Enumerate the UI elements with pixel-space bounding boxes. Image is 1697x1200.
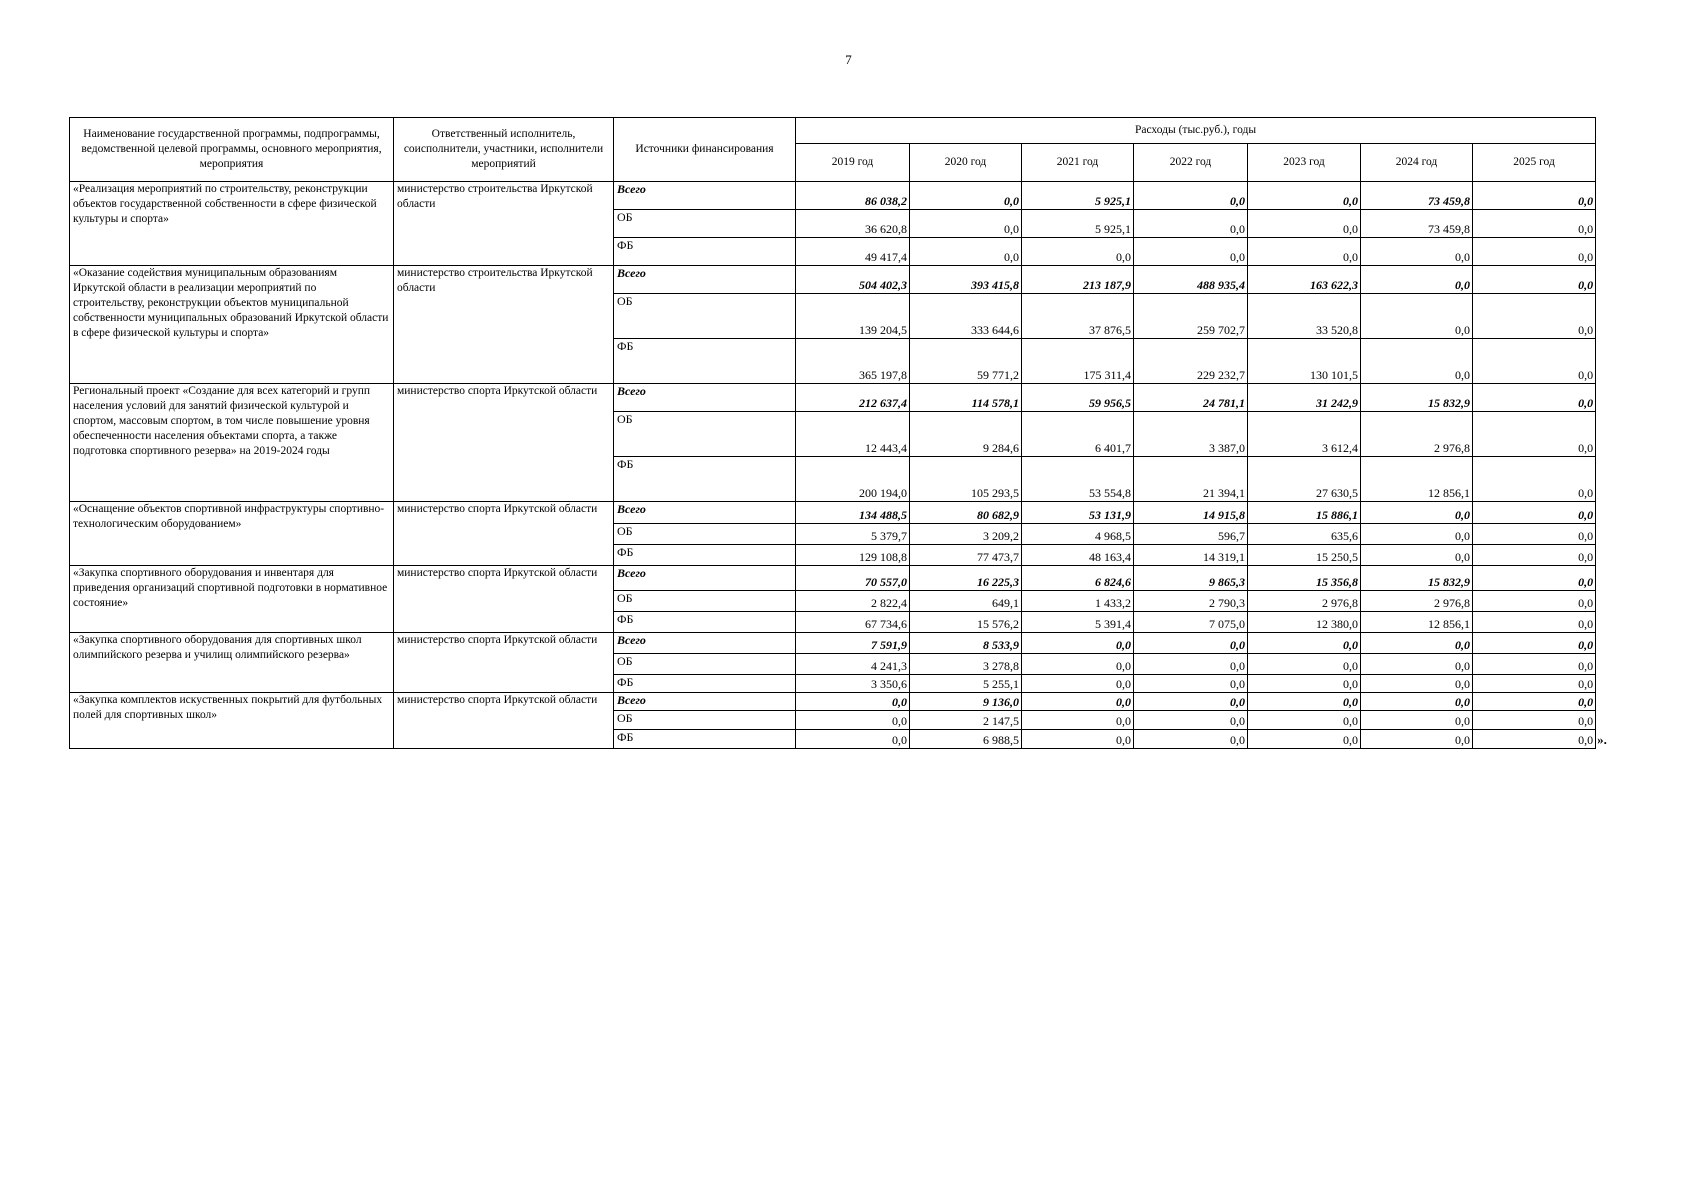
header-year: 2021 год	[1022, 144, 1134, 182]
funding-source: Всего	[614, 633, 796, 654]
amount-cell: 0,0	[1022, 238, 1134, 266]
amount-cell: 14 319,1	[1134, 545, 1248, 566]
amount-cell: 0,0	[1473, 294, 1596, 339]
funding-source: Всего	[614, 502, 796, 524]
amount-cell: 0,0	[1134, 711, 1248, 730]
amount-cell: 200 194,0	[796, 457, 910, 502]
activity-name: «Оснащение объектов спортивной инфраструктуры спортивно-технологическим оборудованием»	[70, 502, 394, 566]
amount-cell: 0,0	[1361, 633, 1473, 654]
amount-cell: 0,0	[1473, 339, 1596, 384]
funding-source: Всего	[614, 693, 796, 711]
amount-cell: 139 204,5	[796, 294, 910, 339]
page-number: 7	[845, 52, 852, 67]
responsible-executor: министерство спорта Иркутской области	[394, 502, 614, 566]
amount-cell: 259 702,7	[1134, 294, 1248, 339]
table-row	[70, 502, 1596, 524]
amount-cell: 73 459,8	[1361, 182, 1473, 210]
activity-name: «Оказание содействия муниципальным образованиям Иркутской области в реализации мероприятий по строительству, реконструкции объектов муниципальной собственности муниципальных образований Иркутской области в сфере физической культуры и спорта»	[70, 266, 394, 384]
amount-cell: 31 242,9	[1248, 384, 1361, 412]
amount-cell: 86 038,2	[796, 182, 910, 210]
header-year: 2025 год	[1473, 144, 1596, 182]
activity-name: «Закупка комплектов искуственных покрытий для футбольных полей для спортивных школ»	[70, 693, 394, 749]
responsible-executor: министерство спорта Иркутской области	[394, 693, 614, 749]
amount-cell: 0,0	[1473, 612, 1596, 633]
amount-cell: 0,0	[1022, 633, 1134, 654]
amount-cell: 365 197,8	[796, 339, 910, 384]
amount-cell: 0,0	[1473, 545, 1596, 566]
amount-cell: 0,0	[1361, 711, 1473, 730]
funding-source: ФБ	[614, 457, 796, 502]
amount-cell: 0,0	[1473, 238, 1596, 266]
funding-source: Всего	[614, 384, 796, 412]
responsible-executor: министерство строительства Иркутской области	[394, 182, 614, 266]
amount-cell: 0,0	[1473, 675, 1596, 693]
amount-cell: 7 075,0	[1134, 612, 1248, 633]
activity-name: «Закупка спортивного оборудования и инвентаря для приведения организаций спортивной подготовки в нормативное состояние»	[70, 566, 394, 633]
responsible-executor: министерство спорта Иркутской области	[394, 633, 614, 693]
header-year: 2019 год	[796, 144, 910, 182]
amount-cell: 4 968,5	[1022, 524, 1134, 545]
amount-cell: 0,0	[1473, 412, 1596, 457]
amount-cell: 6 824,6	[1022, 566, 1134, 591]
amount-cell: 0,0	[1248, 633, 1361, 654]
funding-source: ОБ	[614, 412, 796, 457]
amount-cell: 2 147,5	[910, 711, 1022, 730]
table-row	[70, 266, 1596, 294]
amount-cell: 504 402,3	[796, 266, 910, 294]
funding-source: ОБ	[614, 711, 796, 730]
amount-cell: 0,0	[1473, 633, 1596, 654]
amount-cell: 15 356,8	[1248, 566, 1361, 591]
amount-cell: 0,0	[1473, 384, 1596, 412]
header-expenses: Расходы (тыс.руб.), годы	[796, 118, 1596, 144]
amount-cell: 0,0	[1361, 294, 1473, 339]
funding-source: ФБ	[614, 545, 796, 566]
amount-cell: 3 209,2	[910, 524, 1022, 545]
amount-cell: 0,0	[1473, 457, 1596, 502]
amount-cell: 24 781,1	[1134, 384, 1248, 412]
amount-cell: 0,0	[1248, 238, 1361, 266]
funding-source: Всего	[614, 182, 796, 210]
amount-cell: 12 856,1	[1361, 457, 1473, 502]
amount-cell: 5 379,7	[796, 524, 910, 545]
amount-cell: 16 225,3	[910, 566, 1022, 591]
amount-cell: 15 886,1	[1248, 502, 1361, 524]
amount-cell: 0,0	[1361, 675, 1473, 693]
funding-source: Всего	[614, 566, 796, 591]
amount-cell: 0,0	[1473, 266, 1596, 294]
amount-cell: 0,0	[910, 238, 1022, 266]
amount-cell: 6 988,5	[910, 730, 1022, 749]
amount-cell: 229 232,7	[1134, 339, 1248, 384]
funding-source: ФБ	[614, 339, 796, 384]
amount-cell: 0,0	[1473, 591, 1596, 612]
amount-cell: 21 394,1	[1134, 457, 1248, 502]
amount-cell: 0,0	[1473, 566, 1596, 591]
amount-cell: 0,0	[1248, 730, 1361, 749]
amount-cell: 0,0	[1248, 182, 1361, 210]
amount-cell: 134 488,5	[796, 502, 910, 524]
amount-cell: 596,7	[1134, 524, 1248, 545]
amount-cell: 0,0	[1473, 502, 1596, 524]
amount-cell: 80 682,9	[910, 502, 1022, 524]
amount-cell: 2 976,8	[1361, 591, 1473, 612]
funding-source: ФБ	[614, 612, 796, 633]
amount-cell: 212 637,4	[796, 384, 910, 412]
amount-cell: 163 622,3	[1248, 266, 1361, 294]
amount-cell: 0,0	[1022, 711, 1134, 730]
amount-cell: 0,0	[1248, 654, 1361, 675]
amount-cell: 27 630,5	[1248, 457, 1361, 502]
amount-cell: 3 350,6	[796, 675, 910, 693]
amount-cell: 70 557,0	[796, 566, 910, 591]
amount-cell: 2 976,8	[1361, 412, 1473, 457]
funding-source: ФБ	[614, 238, 796, 266]
amount-cell: 393 415,8	[910, 266, 1022, 294]
amount-cell: 114 578,1	[910, 384, 1022, 412]
amount-cell: 0,0	[1361, 339, 1473, 384]
amount-cell: 649,1	[910, 591, 1022, 612]
amount-cell: 15 832,9	[1361, 566, 1473, 591]
financing-table	[69, 117, 1596, 749]
amount-cell: 3 387,0	[1134, 412, 1248, 457]
activity-name: Региональный проект «Создание для всех категорий и групп населения условий для занятий физической культурой и спортом, массовым спортом, в том числе повышение уровня обеспеченности населения объектами спорта, а также подготовка спортивного резерва» на 2019-2024 годы	[70, 384, 394, 502]
amount-cell: 36 620,8	[796, 210, 910, 238]
funding-source: Всего	[614, 266, 796, 294]
amount-cell: 1 433,2	[1022, 591, 1134, 612]
amount-cell: 0,0	[1473, 182, 1596, 210]
funding-source: ОБ	[614, 524, 796, 545]
header-year: 2020 год	[910, 144, 1022, 182]
amount-cell: 9 865,3	[1134, 566, 1248, 591]
amount-cell: 9 136,0	[910, 693, 1022, 711]
amount-cell: 15 832,9	[1361, 384, 1473, 412]
amount-cell: 7 591,9	[796, 633, 910, 654]
amount-cell: 15 576,2	[910, 612, 1022, 633]
amount-cell: 12 856,1	[1361, 612, 1473, 633]
amount-cell: 0,0	[1473, 210, 1596, 238]
amount-cell: 0,0	[1248, 711, 1361, 730]
table-row	[70, 633, 1596, 654]
amount-cell: 12 380,0	[1248, 612, 1361, 633]
amount-cell: 635,6	[1248, 524, 1361, 545]
amount-cell: 0,0	[1473, 730, 1596, 749]
table-row	[70, 182, 1596, 210]
amount-cell: 0,0	[1134, 210, 1248, 238]
amount-cell: 0,0	[910, 210, 1022, 238]
amount-cell: 2 790,3	[1134, 591, 1248, 612]
amount-cell: 213 187,9	[1022, 266, 1134, 294]
amount-cell: 73 459,8	[1361, 210, 1473, 238]
funding-source: ОБ	[614, 591, 796, 612]
amount-cell: 0,0	[1361, 730, 1473, 749]
amount-cell: 0,0	[796, 693, 910, 711]
header-year: 2023 год	[1248, 144, 1361, 182]
amount-cell: 0,0	[1134, 182, 1248, 210]
amount-cell: 8 533,9	[910, 633, 1022, 654]
funding-source: ОБ	[614, 654, 796, 675]
header-year: 2024 год	[1361, 144, 1473, 182]
amount-cell: 9 284,6	[910, 412, 1022, 457]
amount-cell: 105 293,5	[910, 457, 1022, 502]
table-row	[70, 693, 1596, 711]
amount-cell: 59 771,2	[910, 339, 1022, 384]
amount-cell: 0,0	[1473, 693, 1596, 711]
amount-cell: 3 612,4	[1248, 412, 1361, 457]
amount-cell: 37 876,5	[1022, 294, 1134, 339]
amount-cell: 4 241,3	[796, 654, 910, 675]
funding-source: ОБ	[614, 210, 796, 238]
header-executor-column: Ответственный исполнитель, соисполнители, участники, исполнители мероприятий	[394, 118, 614, 182]
amount-cell: 0,0	[1134, 730, 1248, 749]
amount-cell: 0,0	[1022, 675, 1134, 693]
amount-cell: 0,0	[1134, 693, 1248, 711]
amount-cell: 0,0	[1361, 502, 1473, 524]
closing-quote-mark: ».	[1597, 732, 1607, 747]
amount-cell: 333 644,6	[910, 294, 1022, 339]
amount-cell: 0,0	[1361, 524, 1473, 545]
amount-cell: 0,0	[1361, 654, 1473, 675]
responsible-executor: министерство спорта Иркутской области	[394, 384, 614, 502]
amount-cell: 0,0	[1248, 210, 1361, 238]
amount-cell: 5 925,1	[1022, 182, 1134, 210]
amount-cell: 0,0	[1361, 693, 1473, 711]
amount-cell: 48 163,4	[1022, 545, 1134, 566]
header-source-column: Источники финансирования	[614, 118, 796, 182]
amount-cell: 14 915,8	[1134, 502, 1248, 524]
amount-cell: 0,0	[1022, 730, 1134, 749]
amount-cell: 5 925,1	[1022, 210, 1134, 238]
amount-cell: 49 417,4	[796, 238, 910, 266]
amount-cell: 15 250,5	[1248, 545, 1361, 566]
amount-cell: 0,0	[1134, 675, 1248, 693]
amount-cell: 0,0	[796, 730, 910, 749]
amount-cell: 6 401,7	[1022, 412, 1134, 457]
amount-cell: 0,0	[1248, 693, 1361, 711]
amount-cell: 0,0	[796, 711, 910, 730]
amount-cell: 2 822,4	[796, 591, 910, 612]
funding-source: ФБ	[614, 675, 796, 693]
amount-cell: 0,0	[1361, 266, 1473, 294]
amount-cell: 0,0	[910, 182, 1022, 210]
amount-cell: 59 956,5	[1022, 384, 1134, 412]
amount-cell: 0,0	[1473, 711, 1596, 730]
header-name-column: Наименование государственной программы, подпрограммы, ведомственной целевой программы, основного мероприятия, мероприятия	[70, 118, 394, 182]
amount-cell: 175 311,4	[1022, 339, 1134, 384]
amount-cell: 129 108,8	[796, 545, 910, 566]
amount-cell: 5 255,1	[910, 675, 1022, 693]
amount-cell: 0,0	[1248, 675, 1361, 693]
funding-source: ФБ	[614, 730, 796, 749]
responsible-executor: министерство спорта Иркутской области	[394, 566, 614, 633]
table-row	[70, 384, 1596, 412]
amount-cell: 53 554,8	[1022, 457, 1134, 502]
header-year: 2022 год	[1134, 144, 1248, 182]
amount-cell: 0,0	[1134, 654, 1248, 675]
amount-cell: 12 443,4	[796, 412, 910, 457]
activity-name: «Реализация мероприятий по строительству, реконструкции объектов государственной собственности в сфере физической культуры и спорта»	[70, 182, 394, 266]
responsible-executor: министерство строительства Иркутской области	[394, 266, 614, 384]
amount-cell: 130 101,5	[1248, 339, 1361, 384]
amount-cell: 0,0	[1473, 524, 1596, 545]
amount-cell: 0,0	[1361, 545, 1473, 566]
amount-cell: 67 734,6	[796, 612, 910, 633]
amount-cell: 0,0	[1361, 238, 1473, 266]
funding-source: ОБ	[614, 294, 796, 339]
amount-cell: 5 391,4	[1022, 612, 1134, 633]
table-row	[70, 566, 1596, 591]
amount-cell: 0,0	[1134, 238, 1248, 266]
amount-cell: 0,0	[1473, 654, 1596, 675]
amount-cell: 77 473,7	[910, 545, 1022, 566]
amount-cell: 0,0	[1134, 633, 1248, 654]
amount-cell: 0,0	[1022, 654, 1134, 675]
amount-cell: 33 520,8	[1248, 294, 1361, 339]
amount-cell: 2 976,8	[1248, 591, 1361, 612]
amount-cell: 3 278,8	[910, 654, 1022, 675]
amount-cell: 0,0	[1022, 693, 1134, 711]
amount-cell: 53 131,9	[1022, 502, 1134, 524]
activity-name: «Закупка спортивного оборудования для спортивных школ олимпийского резерва и училищ олимпийского резерва»	[70, 633, 394, 693]
amount-cell: 488 935,4	[1134, 266, 1248, 294]
